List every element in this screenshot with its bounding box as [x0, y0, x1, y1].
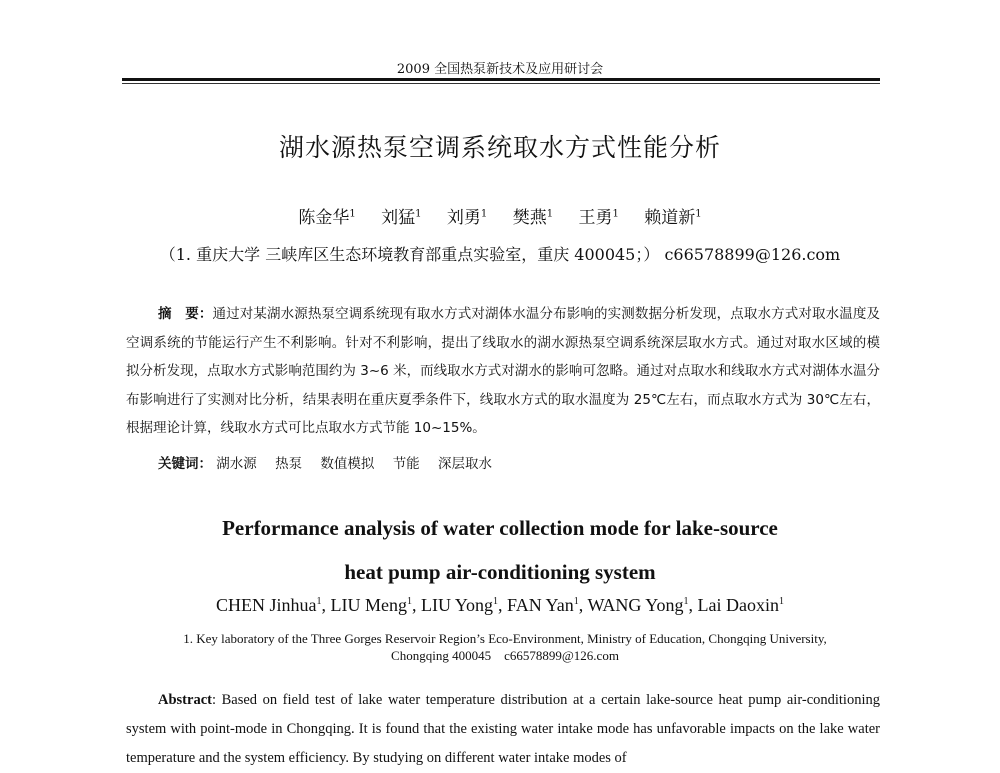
author-en: [216, 595, 322, 615]
affiliation-en: [120, 630, 890, 664]
author-en: [331, 595, 412, 615]
authors-en: CHEN Jinhua$^1$, LIU Meng$^1$, LIU Yong$^1$, FAN Yan$^1$, WANG Yong$^1$, Lai Daoxin$^1$: [216, 595, 784, 615]
author-affil-sup: 1: [546, 208, 554, 220]
author-cn: [513, 208, 553, 228]
header-rule-thick: [122, 78, 880, 81]
paper-title-cn: 湖水源热泵空调系统取水方式性能分析: [278, 133, 721, 162]
keyword: 节能: [392, 456, 420, 472]
keywords-cn-label: 关键词：: [158, 456, 212, 472]
author-name: 陈金华: [298, 208, 350, 228]
authors-cn: [0, 203, 1000, 228]
author-cn: [578, 208, 618, 228]
paper-title-en: [0, 506, 1000, 594]
author-affil-sup: 1: [480, 208, 488, 220]
affiliation-en-line-1: 1. Key laboratory of the Three Gorges Reservoir Region’s Eco-Environment, Ministry of Education, Chongqing University,: [183, 631, 827, 646]
header-rule-thin: [122, 83, 880, 84]
author-affil-sup: 1: [695, 208, 702, 220]
author-en: [421, 595, 498, 615]
keyword: 深层取水: [437, 456, 492, 472]
author-cn: [381, 208, 421, 228]
abstract-en-text: : Based on field test of lake water temperature distribution at a certain lake-source heat pump air-conditioning system with point-mode in Chongqing. It is found that the existing water intake mode has unfavorable impacts on the lake water temperature and the system efficiency. By studying on different water intake modes of: [126, 692, 880, 766]
author-affil-sup: 1: [415, 208, 422, 220]
author-name: Lai Daoxin: [697, 595, 779, 615]
author-name: 赖道新: [644, 208, 696, 228]
author-name: LIU Meng: [330, 595, 408, 615]
keyword: 热泵: [275, 456, 303, 472]
title-en-line-1: Performance analysis of water collection mode for lake-source: [222, 516, 778, 540]
author-name: FAN Yan: [507, 595, 574, 615]
abstract-cn: [126, 300, 880, 443]
author-name: 樊燕: [512, 208, 547, 228]
conference-header: 2009 全国热泵新技术及应用研讨会: [396, 62, 604, 77]
author-en: [507, 595, 579, 615]
abstract-en-label: Abstract: [158, 692, 212, 708]
author-affil-sup: 1: [349, 208, 356, 220]
author-name: LIU Yong: [421, 595, 494, 615]
abstract-cn-text: 通过对某湖水源热泵空调系统现有取水方式对湖体水温分布影响的实测数据分析发现，点取水方式对取水温度及空调系统的节能运行产生不利影响。针对不利影响，提出了线取水的湖水源热泵空调系统深层取水方式。通过对取水区域的模拟分析发现，点取水方式影响范围约为 3~6 米，而线取水方式对湖水的影响可忽略。通过对点取水和线取水方式对湖体水温分布影响进行了实测对比分析，结果表明在重庆夏季条件下，线取水方式的取水温度为 25℃左右，而点取水方式为 30℃左右，根据理论计算，线取水方式可比点取水方式节能 10~15%。: [126, 306, 880, 436]
author-name: 刘猛: [381, 208, 416, 228]
affiliation-en-line-2: Chongqing 400045 c66578899@126.com: [391, 648, 619, 663]
author-affil-sup: 1: [612, 208, 619, 220]
author-affil-sup: 1: [683, 596, 689, 607]
author-affil-sup: 1: [407, 596, 413, 607]
author-name: CHEN Jinhua: [216, 595, 317, 615]
author-affil-sup: 1: [316, 596, 322, 607]
title-en-line-2: heat pump air-conditioning system: [344, 560, 656, 584]
author-affil-sup: 1: [493, 596, 499, 607]
author-affil-sup: 1: [778, 596, 784, 607]
author-en: [587, 595, 688, 615]
author-cn: [447, 208, 487, 228]
keywords-cn: [158, 452, 506, 472]
author-en: [697, 595, 783, 615]
keyword: 数值模拟: [320, 456, 375, 472]
author-cn: [298, 208, 355, 228]
author-cn: [644, 208, 701, 228]
author-name: 王勇: [578, 208, 613, 228]
abstract-cn-label: 摘 要：: [158, 306, 213, 322]
affiliation-cn: （1. 重庆大学 三峡库区生态环境教育部重点实验室，重庆 400045；） c66578899@126.com: [159, 245, 841, 264]
author-name: 刘勇: [446, 208, 481, 228]
author-affil-sup: 1: [573, 596, 579, 607]
author-name: WANG Yong: [587, 595, 684, 615]
keyword: 湖水源: [216, 456, 257, 472]
